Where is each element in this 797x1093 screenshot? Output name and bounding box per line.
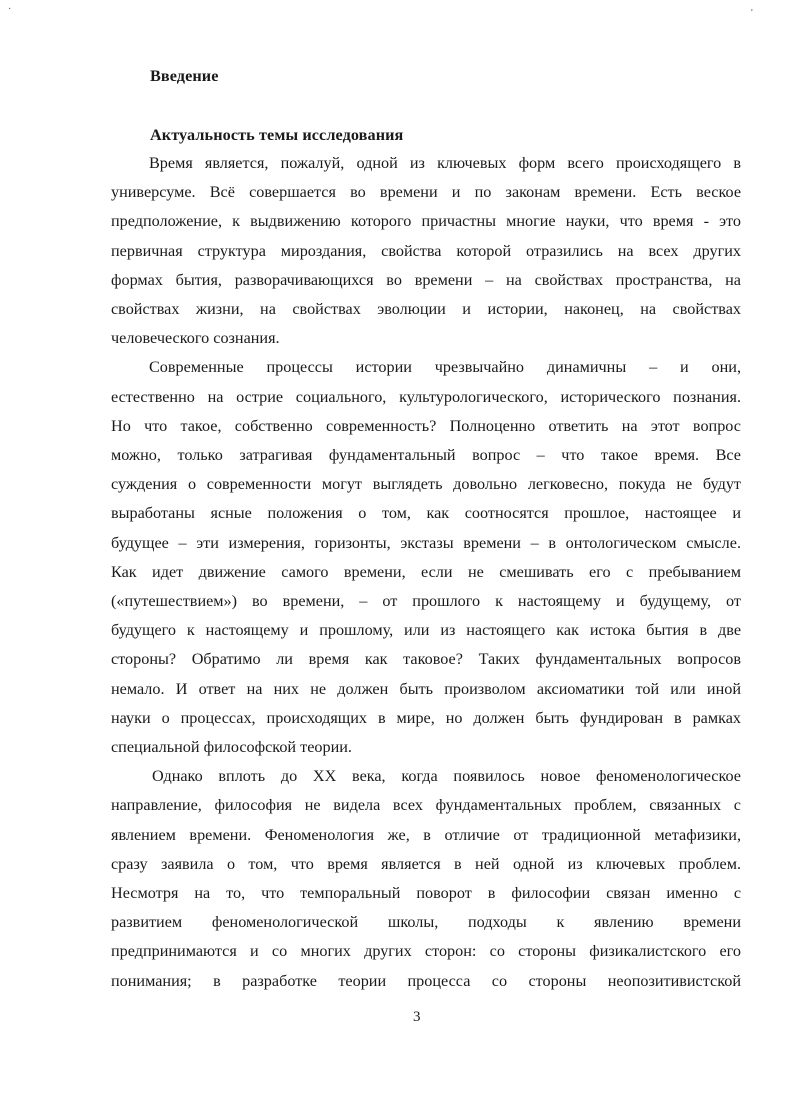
- text-line: Но что такое, собственно современность? Полноценно ответить на этот вопрос: [111, 416, 741, 435]
- text-line: («путешествием») во времени, – от прошлого к настоящему и будущему, от: [111, 592, 741, 611]
- text-line: предпринимаются и со многих других сторон: со стороны физикалистского его: [111, 942, 741, 961]
- text-line: Как идет движение самого времени, если не смешивать его с пребыванием: [111, 562, 741, 581]
- paragraph-1: [111, 149, 741, 353]
- text-line: Однако вплоть до XX века, когда появилось новое феноменологическое: [152, 767, 741, 786]
- text-line: суждения о современности могут выглядеть довольно легковесно, покуда не будут: [111, 475, 741, 494]
- text-line: выработаны ясные положения о том, как соотносятся прошлое, настоящее и: [111, 504, 741, 523]
- subsection-heading-topic-relevance: Актуальность темы исследования: [150, 126, 404, 144]
- text-line: можно, только затрагивая фундаментальный вопрос – что такое время. Все: [111, 446, 741, 465]
- paragraph-2: [111, 353, 741, 762]
- text-line: естественно на острие социального, культурологического, исторического познания.: [111, 387, 741, 406]
- text-line: явлением времени. Феноменология же, в отличие от традиционной метафизики,: [111, 825, 741, 844]
- text-line: специальной философской теории.: [111, 738, 352, 757]
- scan-artifact-mark: ·: [8, 4, 12, 15]
- text-line: будущего к настоящему и прошлому, или из настоящего как истока бытия в две: [111, 621, 741, 640]
- text-line: свойствах жизни, на свойствах эволюции и истории, наконец, на свойствах: [111, 300, 741, 319]
- text-line: будущее – эти измерения, горизонты, экстазы времени – в онтологическом смысле.: [111, 533, 741, 552]
- body-text: [111, 149, 741, 996]
- text-line: стороны? Обратимо ли время как таковое? Таких фундаментальных вопросов: [111, 650, 741, 669]
- text-line: развитием феноменологической школы, подходы к явлению времени: [111, 913, 741, 932]
- text-line: сразу заявила о том, что время является в ней одной из ключевых проблем.: [111, 854, 741, 873]
- text-line: Современные процессы истории чрезвычайно динамичны – и они,: [149, 358, 741, 377]
- page-number: 3: [413, 1009, 421, 1025]
- text-line: универсуме. Всё совершается во времени и по законам времени. Есть веское: [111, 183, 741, 202]
- text-line: понимания; в разработке теории процесса со стороны неопозитивистской: [111, 971, 741, 990]
- paragraph-3: [111, 762, 741, 996]
- text-line: немало. И ответ на них не должен быть произволом аксиоматики той или иной: [111, 679, 741, 698]
- section-heading-introduction: Введение: [150, 67, 219, 85]
- text-line: науки о процессах, происходящих в мире, но должен быть фундирован в рамках: [111, 708, 741, 727]
- text-line: человеческого сознания.: [111, 329, 280, 348]
- text-line: Несмотря на то, что темпоральный поворот в философии связан именно с: [111, 884, 741, 903]
- text-line: формах бытия, разворачивающихся во времени – на свойствах пространства, на: [111, 270, 741, 289]
- text-line: направление, философия не видела всех фундаментальных проблем, связанных с: [111, 796, 741, 815]
- text-line: предположение, к выдвижению которого причастны многие науки, что время - это: [111, 212, 741, 231]
- scan-artifact-mark: ': [751, 8, 753, 19]
- text-line: Время является, пожалуй, одной из ключевых форм всего происходящего в: [149, 154, 741, 172]
- text-line: первичная структура мироздания, свойства которой отразились на всех других: [111, 241, 741, 260]
